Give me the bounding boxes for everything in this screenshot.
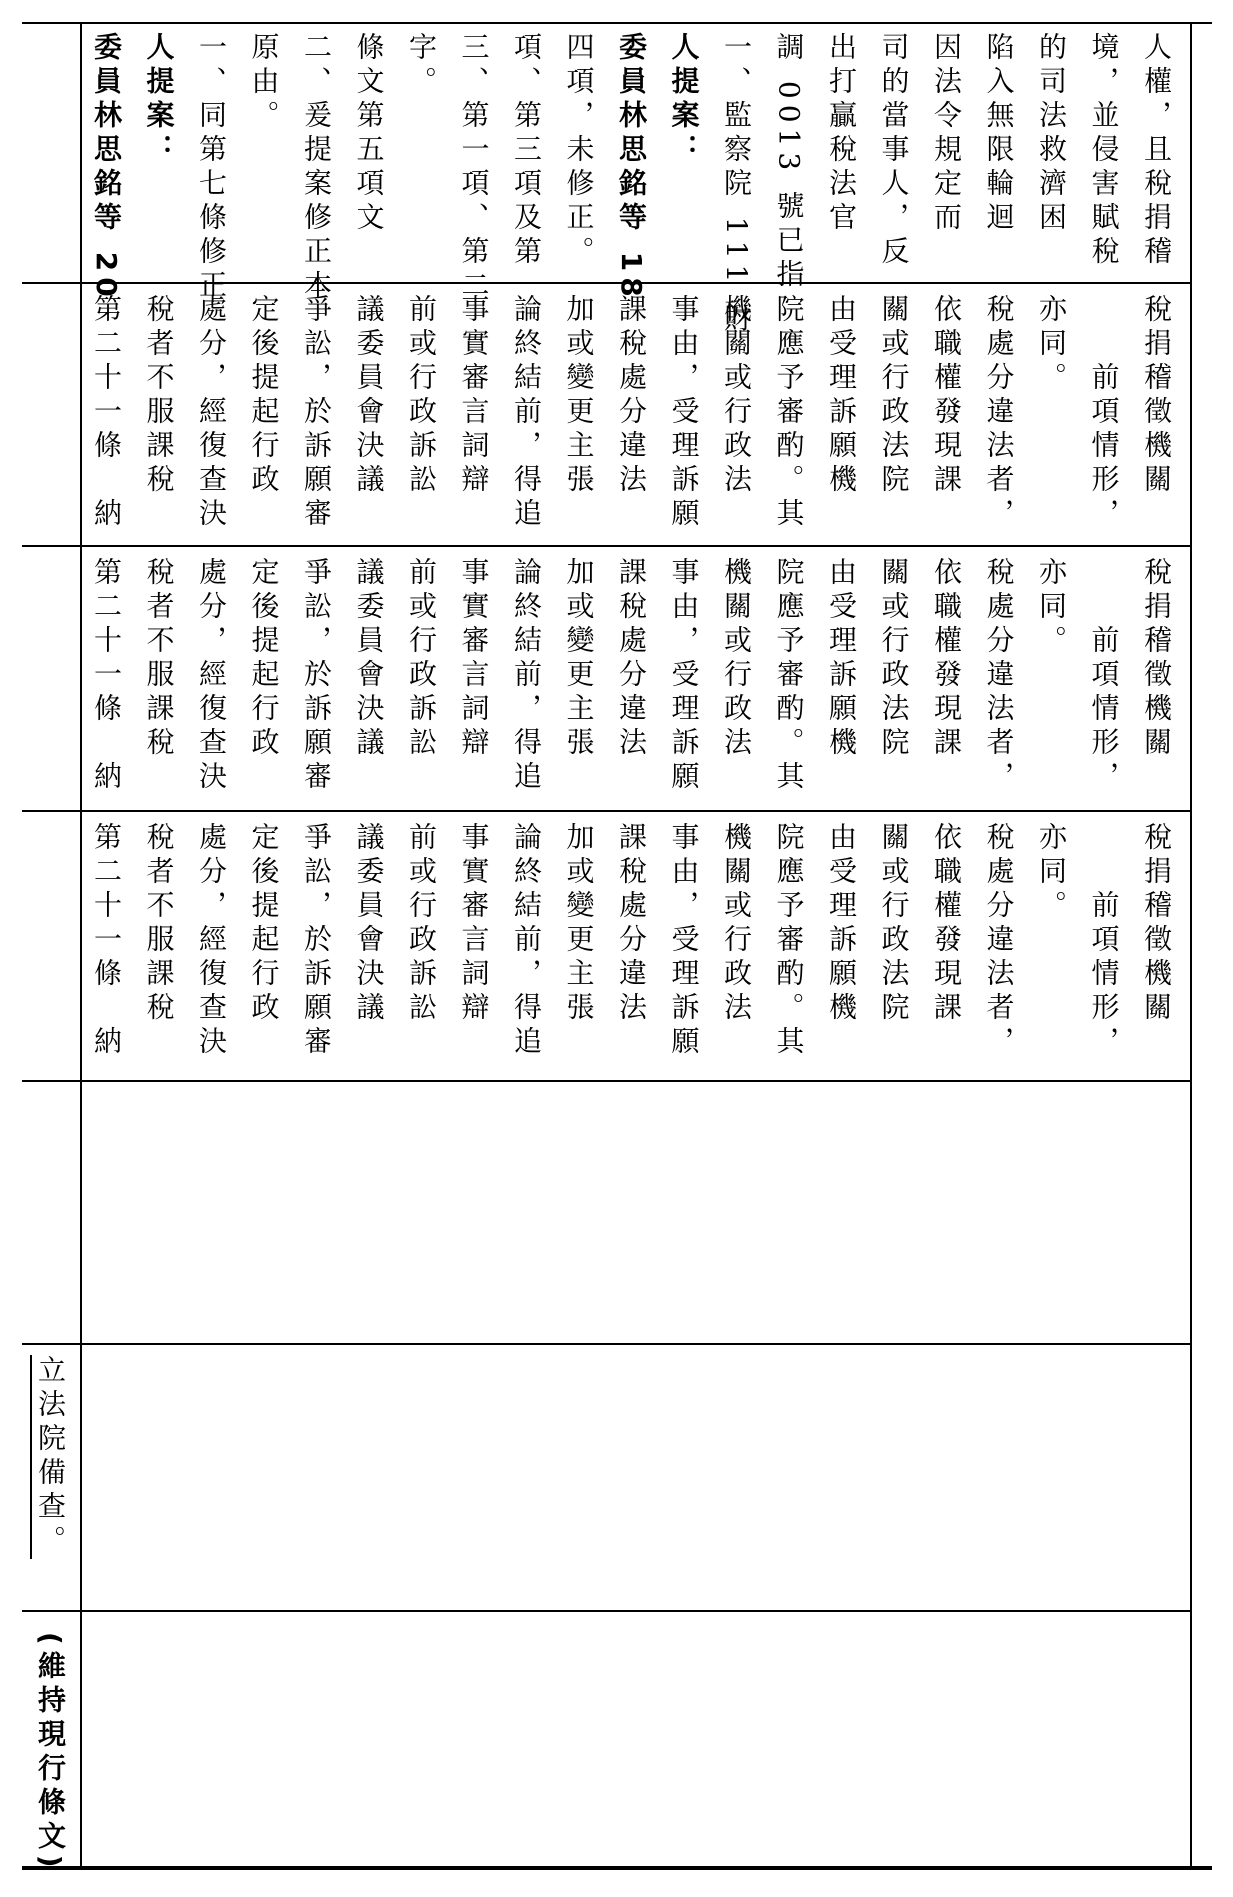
text-line: 爭訟，於訴願審 (300, 557, 333, 795)
text-line: 原由。 (247, 32, 281, 134)
text-line: 由受理訴願機 (825, 294, 858, 498)
text-line: 爭訟，於訴願審 (300, 294, 333, 532)
text-line: 亦同。 (1035, 822, 1068, 924)
text-line: 前項情形， (1087, 557, 1121, 795)
text-line: 依職權發現課 (930, 822, 963, 1026)
text-line: 處分，經復查決 (195, 294, 228, 532)
text-line: 二、爰提案修正本 (300, 32, 333, 304)
column-empty (80, 1082, 1190, 1343)
text-line: 加或變更主張 (562, 557, 596, 761)
text-line: 前或行政訴訟 (405, 557, 438, 761)
text-line: 稅捐稽徵機關 (1140, 822, 1173, 1026)
text-line: 出打贏稅法官 (825, 32, 858, 236)
text-line: 字。 (405, 32, 438, 100)
text-line: 依職權發現課 (930, 557, 963, 761)
text-line: 四項，未修正。 (562, 32, 596, 270)
text-line: 由受理訴願機 (825, 557, 858, 761)
text-line: 院應予審酌。其 (772, 822, 806, 1060)
text-line: 稅捐稽徵機關 (1140, 294, 1173, 498)
text-line: 論終結前，得追 (510, 294, 543, 532)
text-line: 論終結前，得追 (510, 822, 543, 1060)
right-border (1190, 22, 1192, 1870)
text-line: 一、同第七條修正 (195, 32, 228, 304)
text-line: 條文第五項文 (352, 32, 386, 236)
column-status (22, 1612, 80, 1874)
text-line: 議委員會決議 (352, 557, 386, 761)
text-line: 議委員會決議 (352, 294, 386, 498)
text-line: 稅者不服課稅 (142, 294, 176, 498)
text-line: 機關或行政法 (720, 822, 753, 1026)
text-line: 議委員會決議 (352, 822, 386, 1026)
text-line: 第二十一條 納 (90, 294, 123, 532)
bottom-border (22, 1866, 1212, 1870)
text-line: 委員林思銘等 20 (90, 32, 123, 303)
text-line: 院應予審酌。其 (772, 557, 806, 795)
text-line: 依職權發現課 (930, 294, 963, 498)
text-line: 事由，受理訴願 (667, 294, 701, 532)
text-line: 前項情形， (1087, 822, 1121, 1060)
text-line: 關或行政法院 (877, 557, 911, 761)
text-line: 加或變更主張 (562, 294, 596, 498)
text-line: 機關或行政法 (720, 557, 753, 761)
text-line: 事實審言詞辯 (457, 294, 491, 498)
text-line: 立法院備查。 (34, 1355, 67, 1559)
text-line: 事實審言詞辯 (457, 557, 491, 761)
text-line: 第二十一條 納 (90, 822, 123, 1060)
text-line: 院應予審酌。其 (772, 294, 806, 532)
text-line: 陷入無限輪迴 (982, 32, 1016, 236)
text-line: 人權，且稅捐稽 (1140, 32, 1173, 270)
text-line: 關或行政法院 (877, 822, 911, 1026)
text-line: 人提案： (667, 32, 701, 168)
column-note (22, 1345, 80, 1610)
text-line: 事由，受理訴願 (667, 557, 701, 795)
column-proposal-explanation (80, 22, 1190, 338)
divider-6 (22, 1610, 1192, 1612)
text-line: 課稅處分違法 (615, 822, 648, 1026)
text-line: 處分，經復查決 (195, 557, 228, 795)
divider-5 (22, 1343, 1192, 1345)
text-line: 課稅處分違法 (615, 294, 648, 498)
text-line: 稅處分違法者， (982, 557, 1016, 795)
text-line: 稅者不服課稅 (142, 822, 176, 1026)
text-line: 爭訟，於訴願審 (300, 822, 333, 1060)
column-text-b (80, 547, 1190, 810)
text-line: 由受理訴願機 (825, 822, 858, 1026)
text-line: 調 0013 號已指 (772, 32, 806, 294)
text-line: 前或行政訴訟 (405, 822, 438, 1026)
text-line: 事實審言詞辯 (457, 822, 491, 1026)
text-line: 司的當事人，反 (877, 32, 911, 270)
column-text-c (80, 812, 1190, 1080)
text-line: 亦同。 (1035, 557, 1068, 659)
text-line: 一、監察院 111 財 (720, 32, 753, 338)
column-text-a (80, 284, 1190, 545)
text-line: (維持現行條文) (34, 1632, 67, 1874)
text-line: 因法令規定而 (930, 32, 963, 236)
text-line: 處分，經復查決 (195, 822, 228, 1060)
text-line: 人提案： (142, 32, 176, 168)
text-line: 定後提起行政 (247, 822, 281, 1026)
text-line: 前或行政訴訟 (405, 294, 438, 498)
text-line: 論終結前，得追 (510, 557, 543, 795)
text-line: 前項情形， (1087, 294, 1121, 532)
text-line: 項、第三項及第 (510, 32, 543, 270)
text-line: 稅者不服課稅 (142, 557, 176, 761)
text-line: 稅處分違法者， (982, 822, 1016, 1060)
text-line: 稅捐稽徵機關 (1140, 557, 1173, 761)
text-line: 稅處分違法者， (982, 294, 1016, 532)
text-line: 定後提起行政 (247, 557, 281, 761)
text-line: 亦同。 (1035, 294, 1068, 396)
text-line: 加或變更主張 (562, 822, 596, 1026)
text-line: 定後提起行政 (247, 294, 281, 498)
text-line: 第二十一條 納 (90, 557, 123, 795)
text-line: 的司法救濟困 (1035, 32, 1068, 236)
text-line: 境，並侵害賦稅 (1087, 32, 1121, 270)
text-line: 三、第一項、第二 (457, 32, 491, 304)
text-line: 機關或行政法 (720, 294, 753, 498)
text-line: 事由，受理訴願 (667, 822, 701, 1060)
text-line: 委員林思銘等 18 (615, 32, 648, 303)
text-line: 課稅處分違法 (615, 557, 648, 761)
text-line: 關或行政法院 (877, 294, 911, 498)
